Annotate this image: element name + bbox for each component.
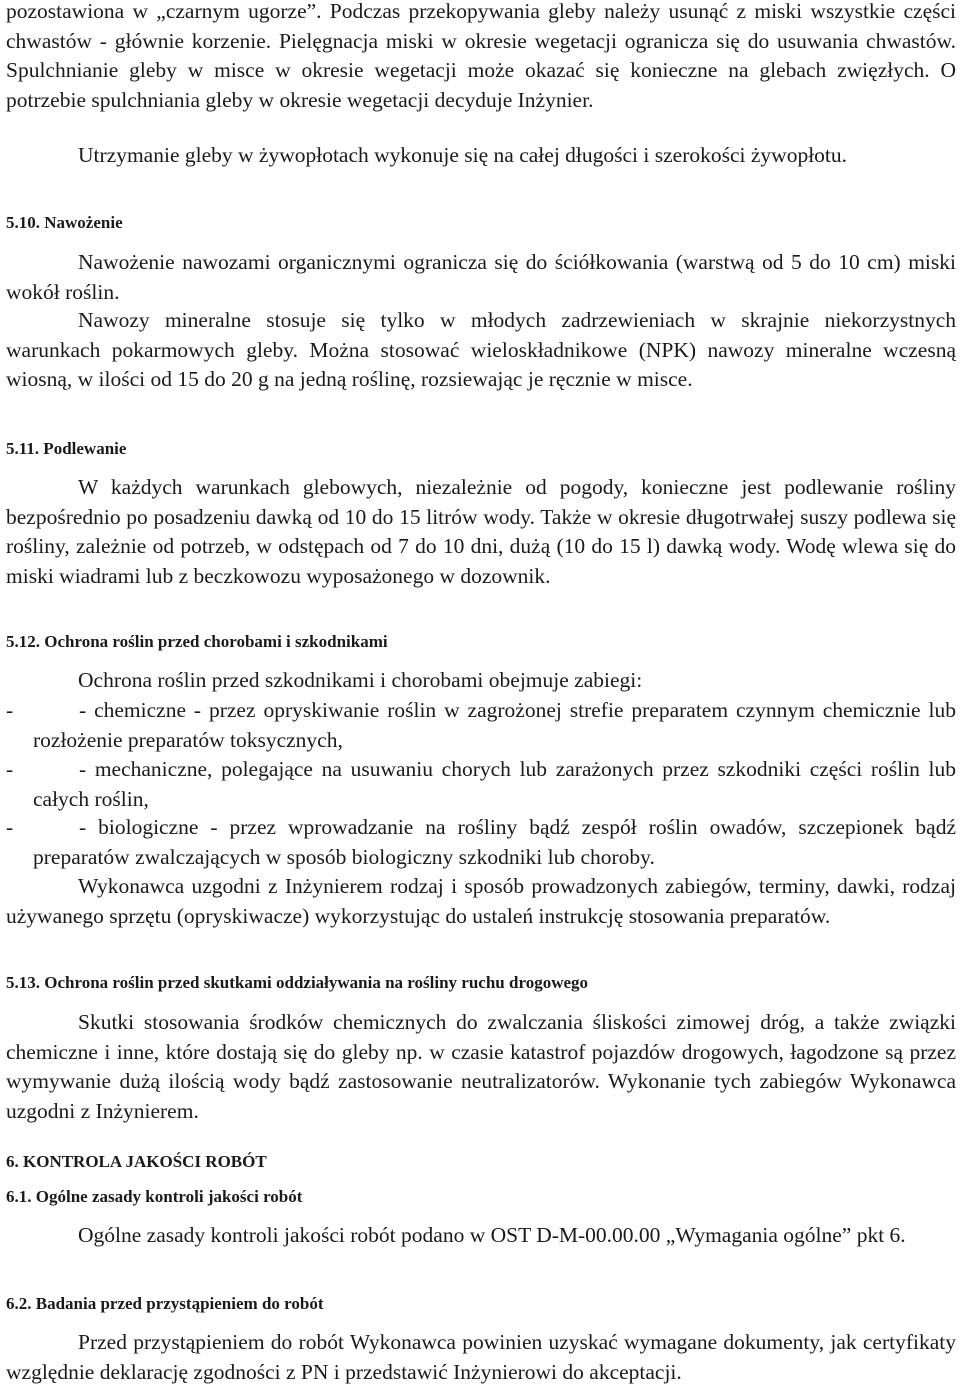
paragraph-podlewanie: W każdych warunkach glebowych, niezależnie od pogody, konieczne jest podlewanie rośliny bezpośrednio po posadzeniu dawką od 10 do 15 litrów wody. Także w okresie długotrwałej suszy podlewa się rośliny, zależnie od potrzeb, w odstępach od 7 do 10 dni, dużą (10 do 15 l) dawką wody. Wodę wlewa się do miski wiadrami lub z beczkowozu wyposażonego w dozownik. (6, 475, 956, 588)
paragraph-skutki-stosowania: Skutki stosowania środków chemicznych do zwalczania śliskości zimowej dróg, a także związki chemiczne i inne, które dostają się do gleby np. w czasie katastrof pojazdów drogowych, łagodzone są przez wymywanie dużą ilością wody bądź zastosowanie neutralizatorów. Wykonanie tych zabiegów Wykonawca uzgodni z Inżynierem. (6, 1010, 956, 1123)
list-item-text: - biologiczne - przez wprowadzanie na rośliny bądź zespół roślin owadów, szczepionek bądź preparatów zwalczających w sposób biologiczny szkodniki lub choroby. (33, 815, 956, 869)
paragraph-nawozy-mineralne: Nawozy mineralne stosuje się tylko w młodych zadrzewieniach w skrajnie niekorzystnych warunkach pokarmowych gleby. Można stosować wieloskładnikowe (NPK) nawozy mineralne wczesną wiosną, w ilości od 15 do 20 g na jedną roślinę, rozsiewając je ręcznie w misce. (6, 308, 956, 391)
heading-6-2: 6.2. Badania przed przystąpieniem do robót (6, 1294, 324, 1313)
list-item-text: - mechaniczne, polegające na usuwaniu chorych lub zarażonych przez szkodniki części roślin lub całych roślin, (33, 757, 956, 811)
heading-6: 6. KONTROLA JAKOŚCI ROBÓT (6, 1152, 267, 1171)
heading-5-11: 5.11. Podlewanie (6, 439, 127, 458)
list-item-biologiczne (6, 813, 956, 872)
paragraph-przed-przystapieniem: Przed przystąpieniem do robót Wykonawca powinien uzyskać wymagane dokumenty, jak certyfikaty względnie deklarację zgodności z PN i przedstawić Inżynierowi do akceptacji. (6, 1330, 956, 1384)
paragraph-ochrona-intro: Ochrona roślin przed szkodnikami i chorobami obejmuje zabiegi: (78, 668, 643, 692)
paragraph-wykonawca-uzgodni: Wykonawca uzgodni z Inżynierem rodzaj i sposób prowadzonych zabiegów, terminy, dawki, rodzaj używanego sprzętu (opryskiwacze) wykorzystując do ustaleń instrukcję stosowania preparatów. (6, 874, 956, 928)
heading-5-10: 5.10. Nawożenie (6, 213, 123, 232)
paragraph-miska-care: pozostawiona w „czarnym ugorze”. Podczas przekopywania gleby należy usunąć z miski wszystkie części chwastów - głównie korzenie. Pielęgnacja miski w okresie wegetacji ogranicza się do usuwania chwastów. Spulchnianie gleby w misce w okresie wegetacji może okazać się konieczne na glebach zwięzłych. O potrzebie spulchniania gleby w okresie wegetacji decyduje Inżynier. (6, 0, 956, 112)
paragraph-zywoploty: Utrzymanie gleby w żywopłotach wykonuje się na całej długości i szerokości żywopłotu. (78, 143, 848, 167)
list-dash: - (6, 757, 14, 781)
heading-5-12: 5.12. Ochrona roślin przed chorobami i szkodnikami (6, 632, 388, 651)
list-item-text: - chemiczne - przez opryskiwanie roślin w zagrożonej strefie preparatem czynnym chemicznie lub rozłożenie preparatów toksycznych, (33, 698, 956, 752)
list-item-mechaniczne (6, 755, 956, 814)
list-dash: - (6, 698, 14, 722)
heading-5-13: 5.13. Ochrona roślin przed skutkami oddziaływania na rośliny ruchu drogowego (6, 973, 589, 992)
paragraph-nawozenie-organiczne: Nawożenie nawozami organicznymi ogranicza się do ściółkowania (warstwą od 5 do 10 cm) miski wokół roślin. (6, 250, 956, 304)
list-item-chemiczne (6, 696, 956, 755)
heading-6-1: 6.1. Ogólne zasady kontroli jakości robót (6, 1187, 303, 1206)
list-dash: - (6, 815, 14, 839)
paragraph-ogolne-zasady: Ogólne zasady kontroli jakości robót podano w OST D-M-00.00.00 „Wymagania ogólne” pkt 6. (78, 1223, 906, 1247)
